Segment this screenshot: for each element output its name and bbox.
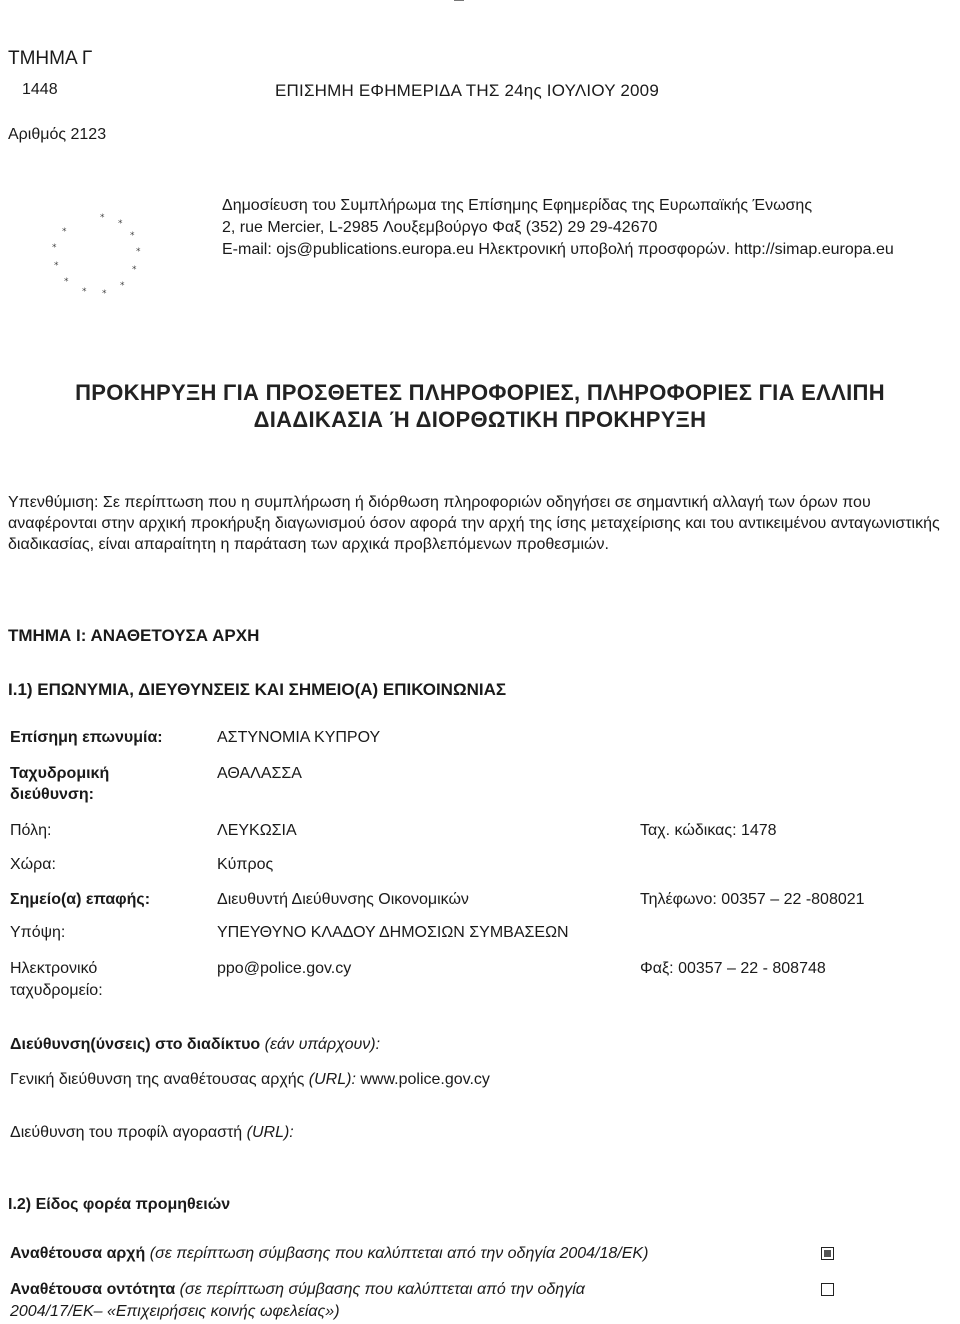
svg-text:*: * — [52, 243, 57, 253]
attention-value: ΥΠΕΥΘΥΝΟ ΚΛΑΔΟΥ ΔΗΜΟΣΙΩΝ ΣΥΜΒΑΣΕΩΝ — [217, 924, 569, 941]
contact-point-label: Σημείο(α) επαφής: — [10, 891, 151, 908]
postal-address-value: ΑΘΑΛΑΣΣΑ — [217, 765, 302, 782]
svg-text:*: * — [64, 277, 69, 287]
eu-stars-icon — [42, 208, 152, 308]
contracting-authority-row — [10, 1245, 648, 1263]
official-name-value: ΑΣΤΥΝΟΜΙΑ ΚΥΠΡΟΥ — [217, 729, 381, 746]
svg-text:*: * — [100, 213, 105, 223]
svg-text:*: * — [130, 231, 135, 241]
contracting-entity-row — [10, 1281, 585, 1299]
postal-address-label-2: διεύθυνση: — [10, 786, 94, 803]
buyer-profile-row — [10, 1124, 294, 1142]
top-margin-mark — [454, 0, 464, 1]
contracting-authority-checkbox[interactable] — [821, 1247, 834, 1260]
postal-address-label-1: Ταχυδρομική — [10, 765, 110, 782]
section-label: ΤΜΗΜΑ Γ — [8, 48, 93, 69]
contracting-authority-note: (σε περίπτωση σύμβασης που καλύπτεται από την οδηγία 2004/18/ΕΚ) — [149, 1245, 649, 1262]
svg-text:*: * — [136, 247, 141, 257]
contracting-entity-note-1: (σε περίπτωση σύμβασης που καλύπτεται από την οδηγία — [179, 1281, 585, 1298]
svg-text:*: * — [54, 261, 59, 271]
page-number: 1448 — [22, 81, 58, 98]
contracting-entity-note-2: 2004/17/ΕΚ– «Επιχειρήσεις κοινής ωφελείας») — [10, 1303, 340, 1320]
general-address-row — [10, 1071, 490, 1089]
svg-text:*: * — [118, 219, 123, 229]
gazette-title: ΕΠΙΣΗΜΗ ΕΦΗΜΕΡΙΔΑ ΤΗΣ 24ης ΙΟΥΛΙΟΥ 2009 — [275, 81, 659, 100]
official-name-label: Επίσημη επωνυμία: — [10, 729, 163, 746]
email-label-2: ταχυδρομείο: — [10, 982, 103, 999]
publication-line-1: Δημοσίευση του Συμπλήρωμα της Επίσημης Εφημερίδας της Ευρωπαϊκής Ένωσης — [222, 197, 813, 214]
svg-text:*: * — [82, 287, 87, 297]
svg-text:*: * — [62, 227, 67, 237]
email-value: ppo@police.gov.cy — [217, 960, 352, 977]
subsection-heading-2: I.2) Είδος φορέα προμηθειών — [8, 1196, 231, 1213]
email-label-1: Ηλεκτρονικό — [10, 960, 98, 977]
contracting-authority-label: Αναθέτουσα αρχή — [10, 1245, 146, 1262]
general-address-value: www.police.gov.cy — [360, 1071, 490, 1088]
publication-line-2: 2, rue Mercier, L-2985 Λουξεμβούργο Φαξ (352) 29 29-42670 — [222, 219, 658, 236]
svg-text:*: * — [102, 289, 107, 299]
internet-heading-note: (εάν υπάρχουν): — [264, 1036, 381, 1053]
general-address-label: Γενική διεύθυνση της αναθέτουσας αρχής — [10, 1071, 305, 1088]
buyer-profile-url-note: (URL): — [246, 1124, 294, 1141]
general-address-url-note: (URL): — [308, 1071, 356, 1088]
contact-point-value: Διευθυντή Διεύθυνσης Οικονομικών — [217, 891, 469, 908]
country-label: Χώρα: — [10, 856, 56, 873]
notice-number: Αριθμός 2123 — [8, 126, 107, 143]
reminder-text: Υπενθύμιση: Σε περίπτωση που η συμπλήρωση ή διόρθωση πληροφοριών οδηγήσει σε σημαντική αλλαγή των όρων που αναφέρονται στην αρχική προκήρυξη διαγωνισμού όσον αφορά την αρχή της ίσης μεταχείρισης και του αντικειμένου ανταγωνιστικής διαδικασίας, είναι απαραίτητη η παράταση των αρχικά προβλεπόμενων προθεσμιών. — [8, 494, 940, 553]
publication-line-3: E-mail: ojs@publications.europa.eu Ηλεκτρονική υποβολή προσφορών. http://simap.europa.eu — [222, 241, 894, 258]
buyer-profile-label: Διεύθυνση του προφίλ αγοραστή — [10, 1124, 243, 1141]
notice-title-line-1: ΠΡΟΚΗΡΥΞΗ ΓΙΑ ΠΡΟΣΘΕΤΕΣ ΠΛΗΡΟΦΟΡΙΕΣ, ΠΛΗΡΟΦΟΡΙΕΣ ΓΙΑ ΕΛΛΙΠΗ — [75, 380, 885, 405]
notice-title-line-2: ΔΙΑΔΙΚΑΣΙΑ Ή ΔΙΟΡΘΩΤΙΚΗ ΠΡΟΚΗΡΥΞΗ — [253, 407, 707, 432]
subsection-heading-1: I.1) ΕΠΩΝΥΜΙΑ, ΔΙΕΥΘΥΝΣΕΙΣ ΚΑΙ ΣΗΜΕΙΟ(Α) ΕΠΙΚΟΙΝΩΝΙΑΣ — [8, 680, 507, 699]
contracting-entity-label: Αναθέτουσα οντότητα — [10, 1281, 176, 1298]
phone-value: Τηλέφωνο: 00357 – 22 -808021 — [640, 891, 865, 908]
internet-heading-text: Διεύθυνση(ύνσεις) στο διαδίκτυο — [10, 1036, 261, 1053]
postcode-value: Ταχ. κώδικας: 1478 — [640, 822, 777, 839]
contracting-entity-checkbox[interactable] — [821, 1283, 834, 1296]
svg-text:*: * — [132, 265, 137, 275]
city-label: Πόλη: — [10, 822, 52, 839]
city-value: ΛΕΥΚΩΣΙΑ — [217, 822, 297, 839]
attention-label: Υπόψη: — [10, 924, 66, 941]
fax-value: Φαξ: 00357 – 22 - 808748 — [640, 960, 826, 977]
section-heading: ΤΜΗΜΑ Ι: ΑΝΑΘΕΤΟΥΣΑ ΑΡΧΗ — [8, 626, 260, 645]
internet-addresses-heading — [10, 1036, 380, 1054]
svg-text:*: * — [120, 281, 125, 291]
country-value: Κύπρος — [217, 856, 274, 873]
